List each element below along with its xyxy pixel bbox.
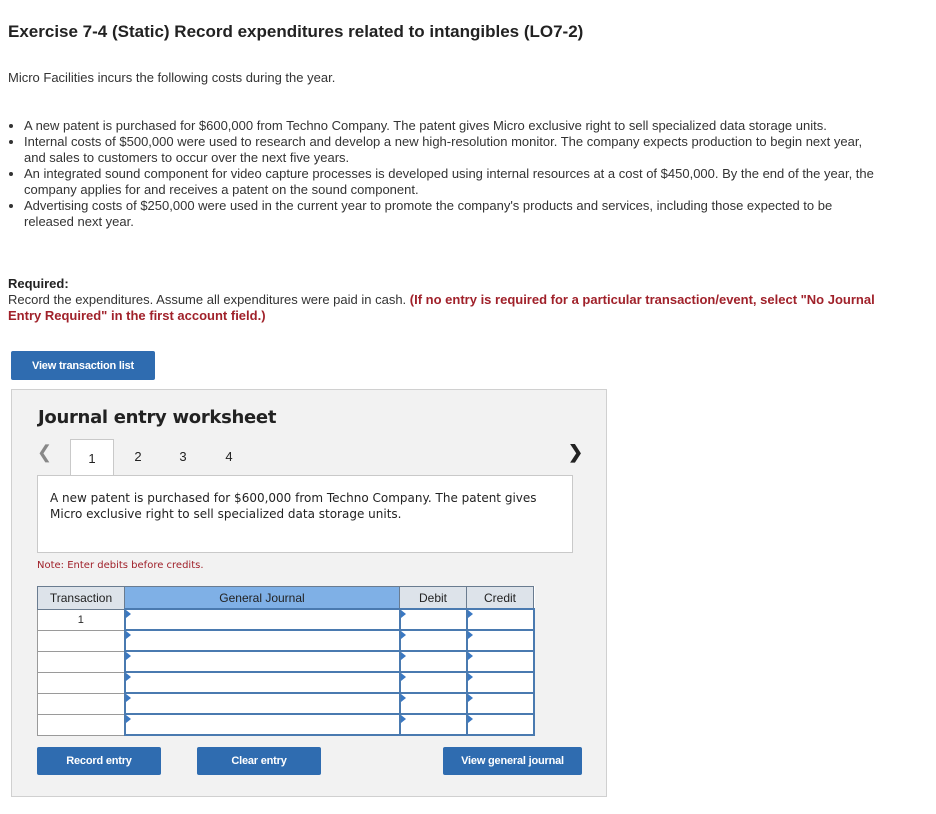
cell-marker-icon: [468, 652, 473, 660]
cell-marker-icon: [126, 694, 131, 702]
column-header-general-journal: General Journal: [125, 587, 400, 610]
cell-marker-icon: [468, 673, 473, 681]
credit-input[interactable]: [467, 714, 534, 735]
account-select[interactable]: [125, 714, 400, 735]
cell-marker-icon: [401, 673, 406, 681]
column-header-credit: Credit: [467, 587, 534, 610]
view-transaction-list-button[interactable]: View transaction list: [11, 351, 155, 380]
debit-input[interactable]: [400, 672, 467, 693]
debit-input[interactable]: [400, 630, 467, 651]
cell-marker-icon: [126, 715, 131, 723]
worksheet-title: Journal entry worksheet: [38, 407, 277, 428]
table-row: [38, 693, 534, 714]
table-row: [38, 672, 534, 693]
credit-input[interactable]: [467, 672, 534, 693]
transaction-cell: [38, 693, 125, 714]
cell-marker-icon: [126, 673, 131, 681]
chevron-right-icon[interactable]: ❯: [568, 442, 584, 462]
list-item: • Internal costs of $500,000 were used to research and develop a new high-resolution monitor. The company expects production to begin next year, and sales to customers to occur over the next five years.: [24, 134, 874, 166]
cell-marker-icon: [468, 610, 473, 618]
table-row: [38, 651, 534, 672]
account-select[interactable]: [125, 651, 400, 672]
account-select[interactable]: [125, 693, 400, 714]
cell-marker-icon: [468, 715, 473, 723]
cell-marker-icon: [126, 652, 131, 660]
account-select[interactable]: [125, 630, 400, 651]
tab-3[interactable]: 3: [179, 449, 187, 464]
credit-input[interactable]: [467, 651, 534, 672]
intro-text: Micro Facilities incurs the following costs during the year.: [8, 70, 336, 85]
cell-marker-icon: [126, 631, 131, 639]
cell-marker-icon: [401, 694, 406, 702]
account-select[interactable]: [125, 672, 400, 693]
transaction-cell: [38, 630, 125, 651]
list-item: • A new patent is purchased for $600,000 from Techno Company. The patent gives Micro exclusive right to sell specialized data storage units.: [24, 118, 874, 134]
debit-input[interactable]: [400, 714, 467, 735]
transaction-cell: [38, 672, 125, 693]
credit-input[interactable]: [467, 693, 534, 714]
table-row: [38, 714, 534, 735]
cost-list: [8, 118, 874, 230]
journal-entry-worksheet: [11, 389, 607, 797]
table-row: [38, 630, 534, 651]
transaction-cell: 1: [38, 609, 125, 630]
list-item: • An integrated sound component for video capture processes is developed using internal resources at a cost of $450,000. By the end of the year, the company applies for and receives a patent on the sound component.: [24, 166, 874, 198]
tab-2[interactable]: 2: [134, 449, 142, 464]
debit-input[interactable]: [400, 651, 467, 672]
required-instruction: Record the expenditures. Assume all expenditures were paid in cash.: [8, 292, 407, 307]
cell-marker-icon: [468, 631, 473, 639]
column-header-transaction: Transaction: [38, 587, 125, 610]
tab-1[interactable]: 1: [70, 439, 114, 476]
table-row: [38, 609, 534, 630]
credit-input[interactable]: [467, 630, 534, 651]
credit-input[interactable]: [467, 609, 534, 630]
tab-4[interactable]: 4: [225, 449, 233, 464]
entry-note: Note: Enter debits before credits.: [37, 560, 204, 571]
debit-input[interactable]: [400, 609, 467, 630]
list-item: • Advertising costs of $250,000 were used in the current year to promote the company's products and services, including those expected to be released next year.: [24, 198, 874, 230]
cell-marker-icon: [401, 631, 406, 639]
debit-input[interactable]: [400, 693, 467, 714]
journal-table: [37, 586, 535, 736]
account-select[interactable]: [125, 609, 400, 630]
required-label: Required:: [8, 276, 69, 291]
required-note: (If no entry is required for a particular transaction/event, select "No Journal Entry Required" in the first account field.): [8, 292, 875, 323]
column-header-debit: Debit: [400, 587, 467, 610]
required-text: [8, 292, 888, 324]
cell-marker-icon: [401, 610, 406, 618]
chevron-left-icon[interactable]: ❮: [37, 442, 53, 462]
cell-marker-icon: [401, 715, 406, 723]
cell-marker-icon: [401, 652, 406, 660]
view-general-journal-button[interactable]: View general journal: [443, 747, 582, 775]
transaction-cell: [38, 651, 125, 672]
transaction-description: A new patent is purchased for $600,000 from Techno Company. The patent gives Micro exclusive right to sell specialized data storage units.: [37, 475, 573, 553]
cell-marker-icon: [126, 610, 131, 618]
clear-entry-button[interactable]: Clear entry: [197, 747, 321, 775]
cell-marker-icon: [468, 694, 473, 702]
transaction-cell: [38, 714, 125, 735]
exercise-title: Exercise 7-4 (Static) Record expenditures related to intangibles (LO7-2): [8, 22, 584, 41]
record-entry-button[interactable]: Record entry: [37, 747, 161, 775]
